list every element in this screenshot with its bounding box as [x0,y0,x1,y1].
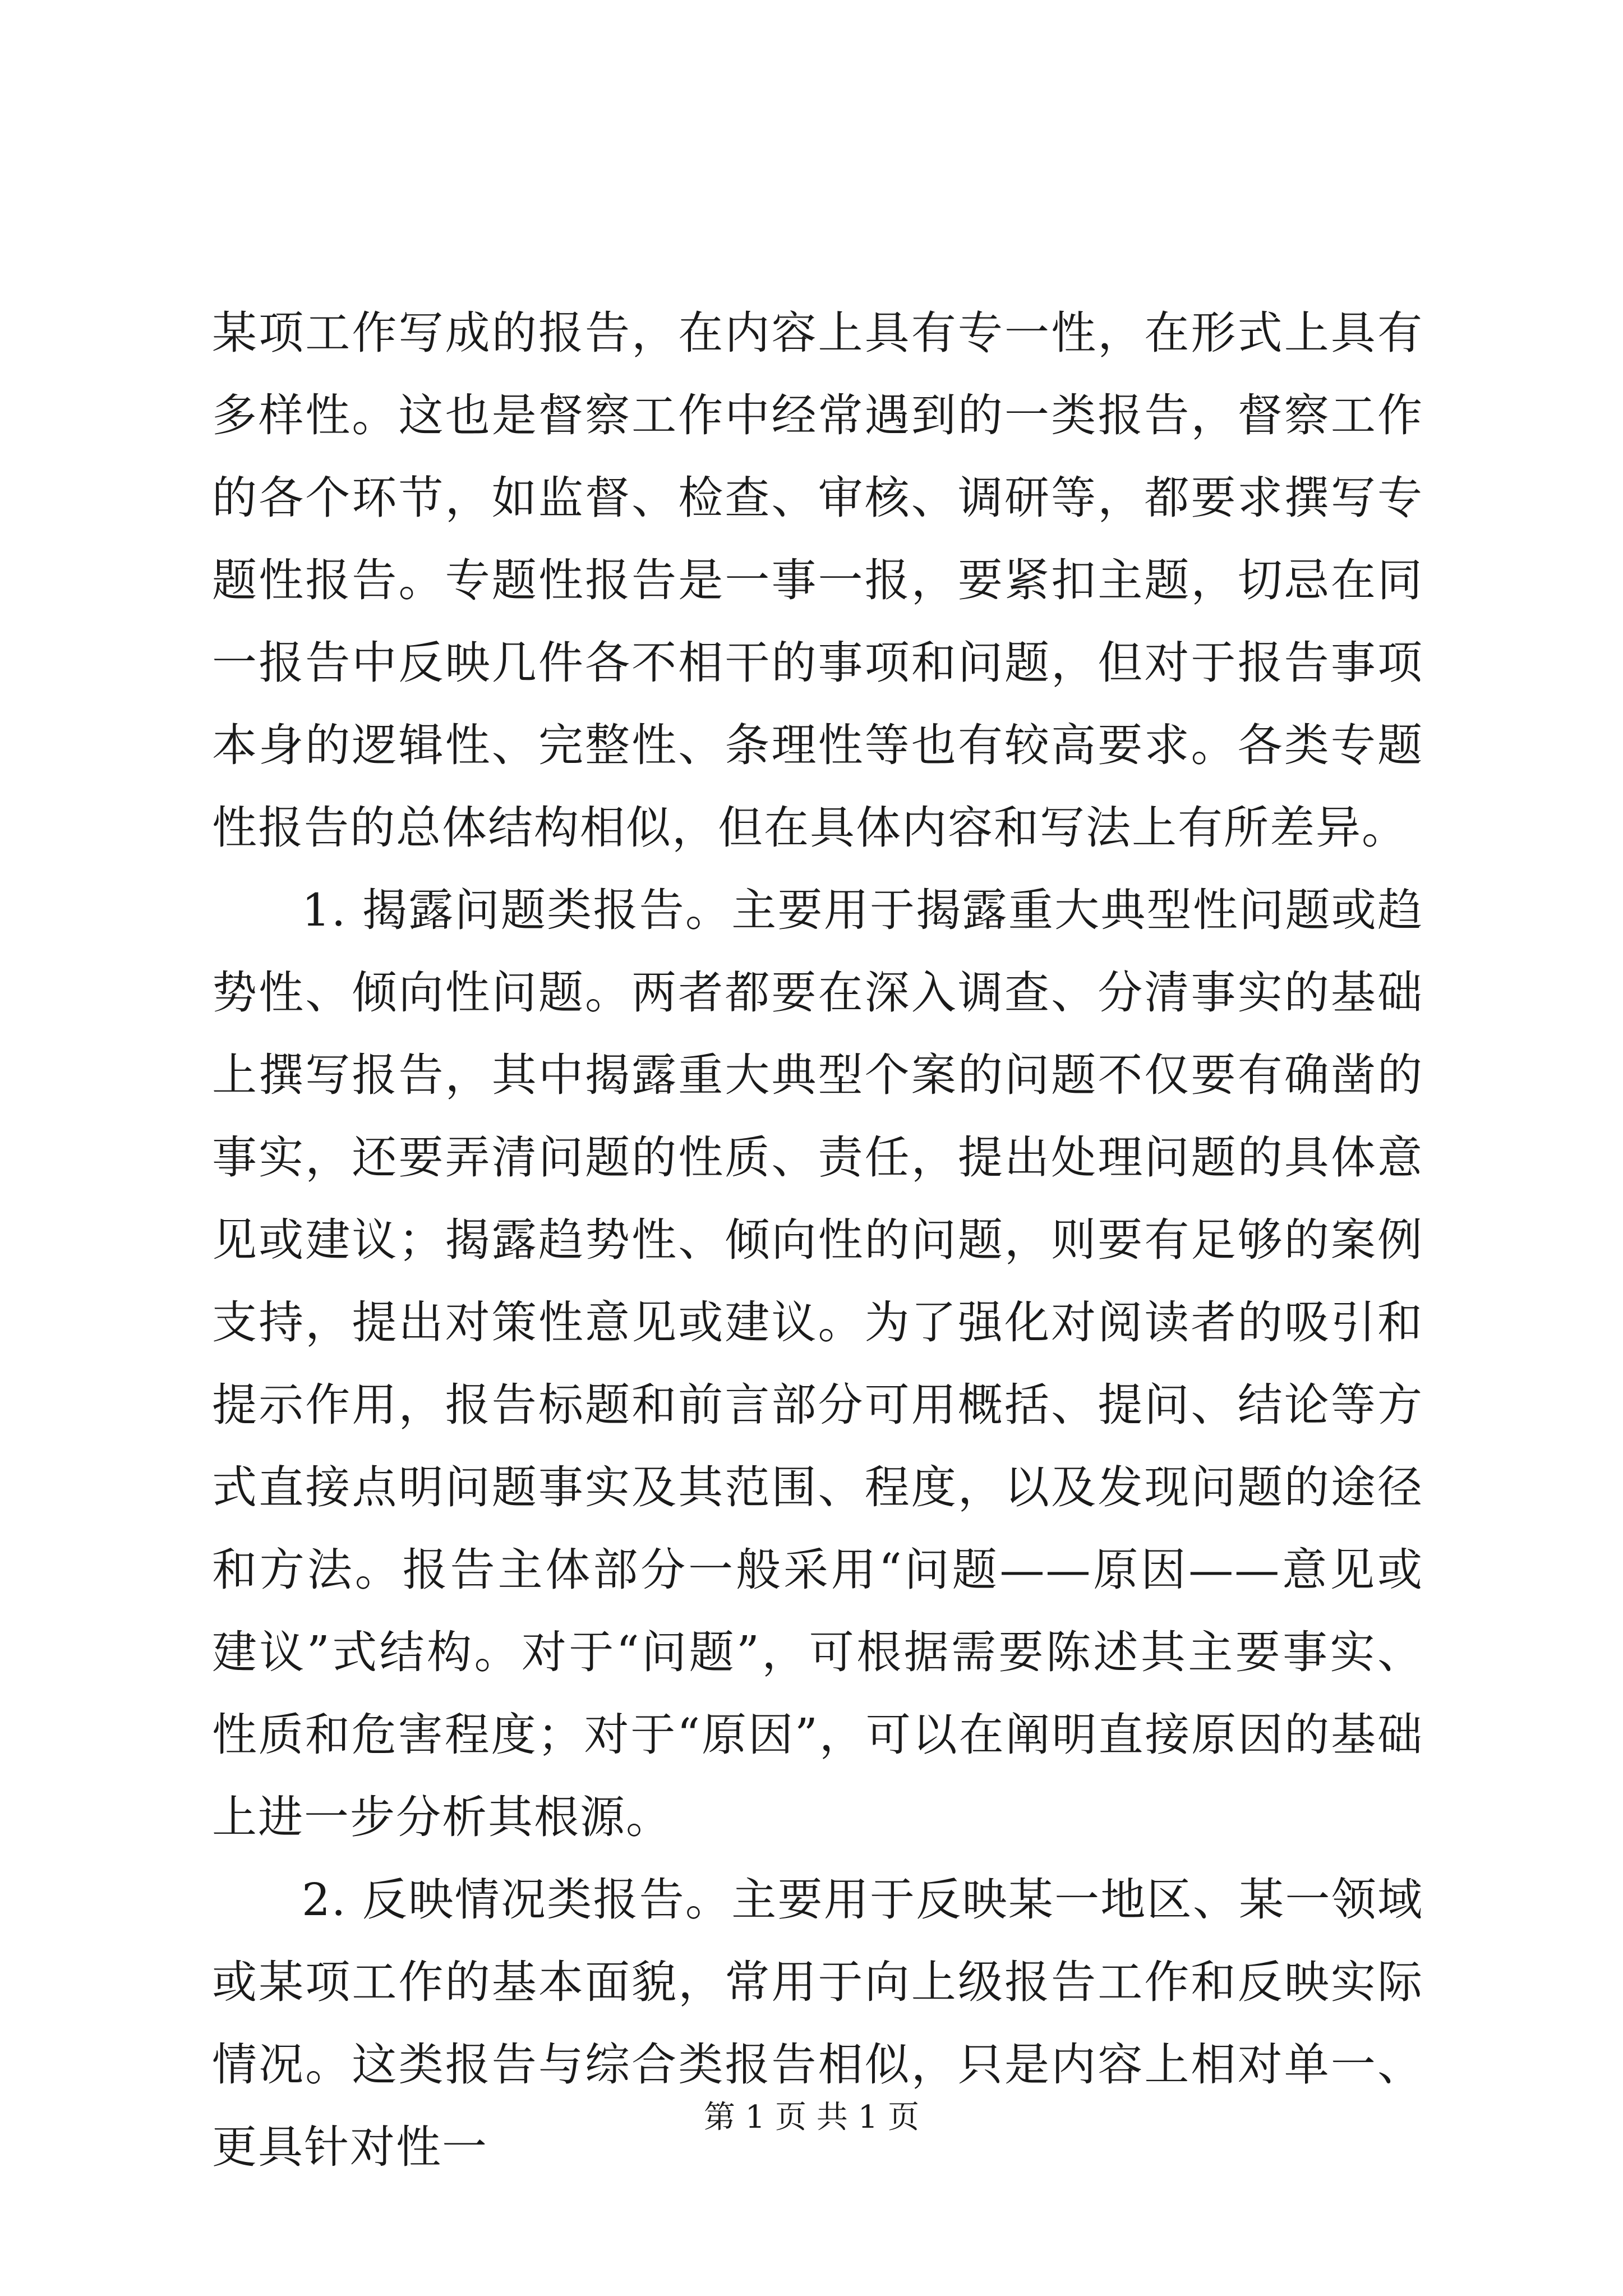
paragraph-intro: 某项工作写成的报告，在内容上具有专一性，在形式上具有多样性。这也是督察工作中经常遇到的一类报告，督察工作的各个环节，如监督、检查、审核、调研等，都要求撰写专题性报告。专题性报告是一事一报，要紧扣主题，切忌在同一报告中反映几件各不相干的事项和问题，但对于报告事项本身的逻辑性、完整性、条理性等也有较高要求。各类专题性报告的总体结构相似，但在具体内容和写法上有所差异。 [212,307,1423,854]
page-footer: 第 1 页 共 1 页 [703,2099,920,2136]
document-body [212,292,1423,2188]
paragraph-exposing-problems-report: 1. 揭露问题类报告。主要用于揭露重大典型性问题或趋势性、倾向性问题。两者都要在深入调查、分清事实的基础上撰写报告，其中揭露重大典型个案的问题不仅要有确凿的事实，还要弄清问题的性质、责任，提出处理问题的具体意见或建议；揭露趋势性、倾向性的问题，则要有足够的案例支持，提出对策性意见或建议。为了强化对阅读者的吸引和提示作用，报告标题和前言部分可用概括、提问、结论等方式直接点明问题事实及其范围、程度，以及发现问题的途径和方法。报告主体部分一般采用“问题——原因——意见或建议”式结构。对于“问题”，可根据需要陈述其主要事实、性质和危害程度；对于“原因”，可以在阐明直接原因的基础上进一步分析其根源。 [212,884,1423,1843]
paragraph-reflecting-situation-report: 2. 反映情况类报告。主要用于反映某一地区、某一领域或某项工作的基本面貌，常用于向上级报告工作和反映实际情况。这类报告与综合类报告相似，只是内容上相对单一、更具针对性一 [212,1874,1423,2173]
